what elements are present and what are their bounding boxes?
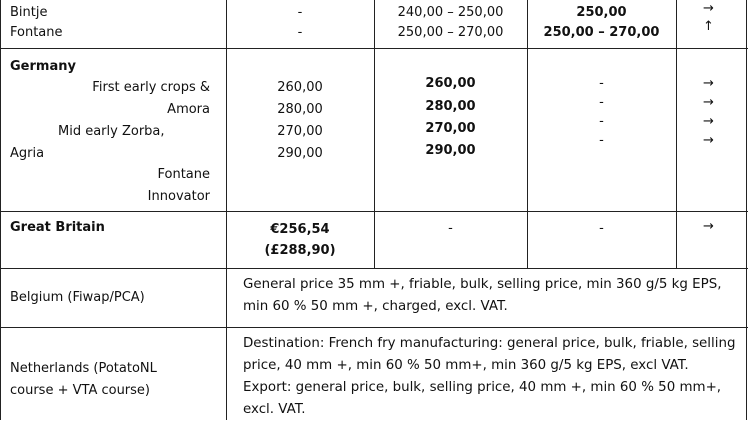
table-border-right [746, 0, 747, 420]
cell-value: 290,00 [425, 143, 476, 158]
cell-value: (£288,90) [264, 243, 336, 258]
cell-value: - [599, 76, 604, 91]
row-divider-3 [0, 268, 748, 269]
cell-value: 250,00 [576, 5, 627, 20]
cell-value: 260,00 [277, 80, 323, 95]
variety-label: Agria [10, 146, 45, 161]
cell-value: 240,00 – 250,00 [397, 5, 504, 20]
row-divider-1 [0, 48, 748, 49]
cell-value: - [599, 114, 604, 129]
row-label-bintje: Bintje [10, 5, 48, 20]
table-border-left [0, 0, 1, 420]
trend-arrow-icon: → [703, 1, 714, 16]
variety-label: Innovator [147, 189, 210, 204]
variety-label: Mid early Zorba, [58, 124, 165, 139]
cell-value: 280,00 [277, 102, 323, 117]
row-label-netherlands: course + VTA course) [10, 383, 150, 398]
cell-value: 260,00 [425, 76, 476, 91]
row-label-netherlands: Netherlands (PotatoNL [10, 361, 157, 376]
cell-value: - [599, 95, 604, 110]
cell-value: - [297, 5, 303, 20]
trend-arrow-icon: ↑ [703, 19, 714, 34]
row-label-fontane: Fontane [10, 25, 63, 40]
row-divider-4 [0, 327, 748, 328]
trend-arrow-icon: → [703, 114, 714, 129]
belgium-description: General price 35 mm +, friable, bulk, selling price, min 360 g/5 kg EPS, min 60 % 50 mm +, charged, excl. VAT. [243, 277, 722, 314]
cell-value: 270,00 [277, 124, 323, 139]
netherlands-description: Destination: French fry manufacturing: general price, bulk, friable, selling price, 40 mm +, min 60 % 50 mm+, min 360 g/5 kg EPS, excl VAT. Export: general price, bulk, selling price, 40 mm +, min 60 % 50 mm+, excl. VAT. [243, 336, 736, 417]
cell-value: 250,00 – 270,00 [397, 25, 504, 40]
cell-value: - [448, 221, 453, 236]
cell-value: 280,00 [425, 99, 476, 114]
cell-value: €256,54 [270, 222, 330, 237]
trend-arrow-icon: → [703, 95, 714, 110]
row-divider-2 [0, 211, 748, 212]
row-label-belgium: Belgium (Fiwap/PCA) [10, 290, 145, 305]
cell-value: - [599, 221, 604, 236]
table-divider-col1 [226, 0, 227, 420]
trend-arrow-icon: → [703, 219, 714, 234]
cell-value: 250,00 – 270,00 [543, 25, 660, 40]
cell-value: - [297, 25, 303, 40]
table-divider-col4 [676, 0, 677, 268]
variety-label: First early crops & [92, 80, 210, 95]
variety-label: Fontane [157, 167, 210, 182]
country-great-britain: Great Britain [10, 220, 105, 235]
country-germany: Germany [10, 59, 76, 74]
cell-value: - [599, 133, 604, 148]
cell-value: 270,00 [425, 121, 476, 136]
trend-arrow-icon: → [703, 133, 714, 148]
cell-value: 290,00 [277, 146, 323, 161]
trend-arrow-icon: → [703, 76, 714, 91]
variety-label: Amora [167, 102, 210, 117]
